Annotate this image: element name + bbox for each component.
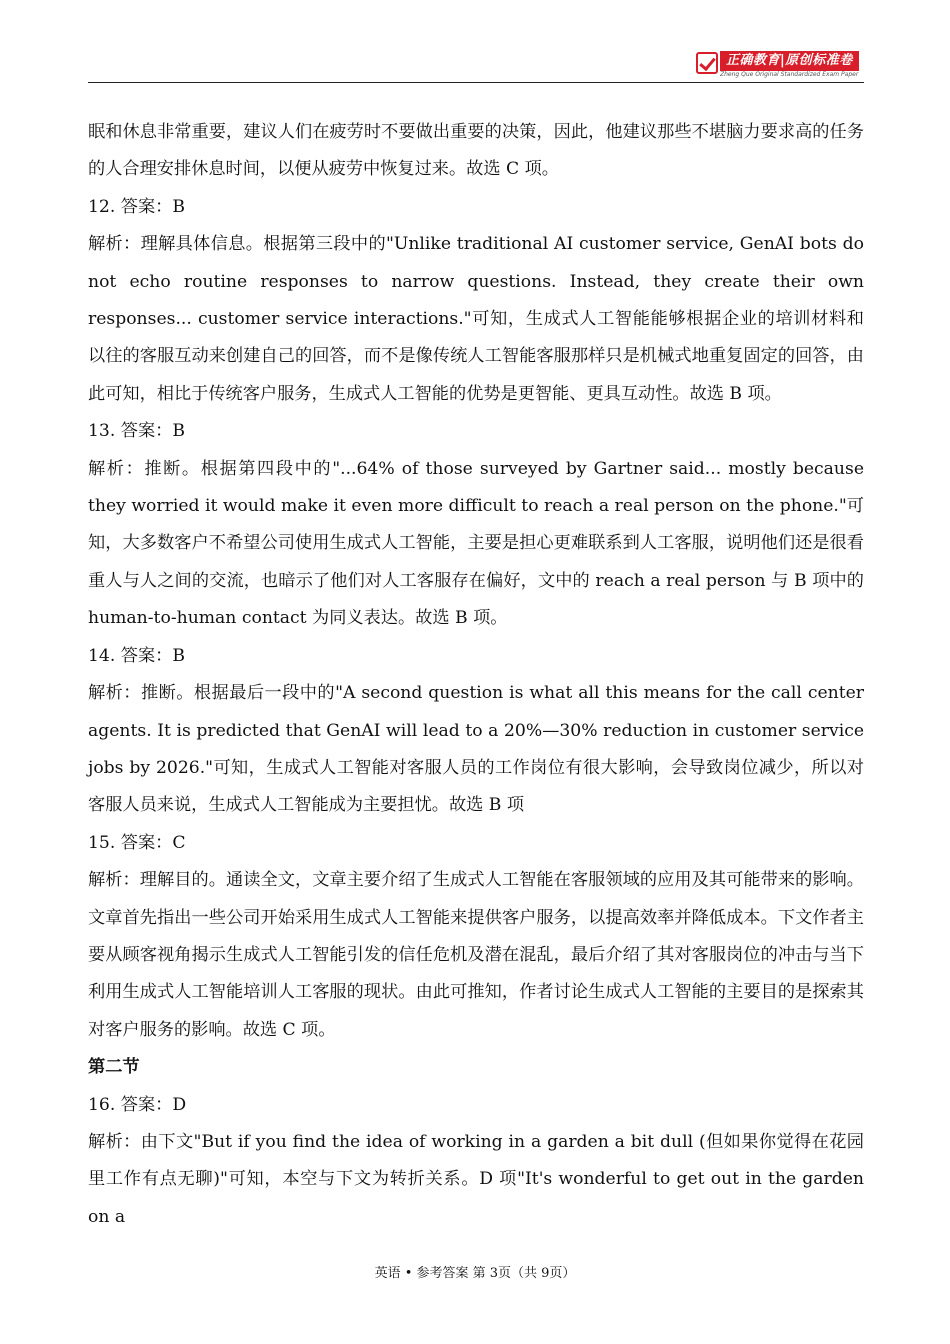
explanation-15: 解析：理解目的。通读全文，文章主要介绍了生成式人工智能在客服领域的应用及其可能带来的影响。文章首先指出一些公司开始采用生成式人工智能来提供客户服务，以提高效率并降低成本。下文作者主要从顾客视角揭示生成式人工智能引发的信任危机及潜在混乱，最后介绍了其对客服岗位的冲击与当下利用生成式人工智能培训人工客服的现状。由此可推知，作者讨论生成式人工智能的主要目的是探索其对客户服务的影响。故选 C 项。 (88, 870, 864, 1040)
logo-subtext: Zheng Que Original Standardized Exam Paper (720, 71, 859, 78)
paragraph-continuation: 眠和休息非常重要，建议人们在疲劳时不要做出重要的决策，因此，他建议那些不堪脑力要求高的任务的人合理安排休息时间，以便从疲劳中恢复过来。故选 C 项。 (88, 122, 864, 180)
answer-16: 16. 答案：D (88, 1094, 187, 1115)
checkmark-icon (696, 52, 718, 74)
explanation-14: 解析：推断。根据最后一段中的"A second question is what all this means for the call center agents. It is predicted that GenAI will lead to a 20%—30% reduction in customer service jobs by 2026."可知，生成式人工智能对客服人员的工作岗位有很大影响，会导致岗位减少，所以对客服人员来说，生成式人工智能成为主要担忧。故选 B 项 (88, 683, 864, 816)
explanation-16: 解析：由下文"But if you find the idea of working in a garden a bit dull (但如果你觉得在花园里工作有点无聊)"可知，本空与下文为转折关系。D 项"It's wonderful to get out in the garden on a (88, 1131, 864, 1227)
answer-text (88, 114, 864, 1236)
answer-14: 14. 答案：B (88, 645, 185, 666)
page-footer: 英语 • 参考答案 第 3页（共 9页） (374, 1266, 576, 1281)
answer-15: 15. 答案：C (88, 832, 186, 853)
publisher-logo (696, 50, 862, 80)
explanation-12: 解析：理解具体信息。根据第三段中的"Unlike traditional AI customer service, GenAI bots do not echo routine responses to narrow questions. Instead, they create their own responses... customer service interactions."可知，生成式人工智能能够根据企业的培训材料和以往的客服互动来创建自己的回答，而不是像传统人工智能客服那样只是机械式地重复固定的回答，由此可知，相比于传统客户服务，生成式人工智能的优势是更智能、更具互动性。故选 B 项。 (88, 234, 864, 404)
logo-text: 正确教育|原创标准卷 (720, 51, 859, 71)
header-divider (88, 82, 864, 83)
answer-12: 12. 答案：B (88, 196, 185, 217)
explanation-13: 解析：推断。根据第四段中的"...64% of those surveyed by Gartner said... mostly because they worried it would make it even more difficult to reach a real person on the phone."可知，大多数客户不希望公司使用生成式人工智能，主要是担心更难联系到人工客服，说明他们还是很看重人与人之间的交流，也暗示了他们对人工客服存在偏好，文中的 reach a real person 与 B 项中的 human-to-human contact 为同义表达。故选 B 项。 (88, 458, 864, 629)
answer-13: 13. 答案：B (88, 421, 185, 442)
section-heading: 第二节 (88, 1057, 140, 1078)
